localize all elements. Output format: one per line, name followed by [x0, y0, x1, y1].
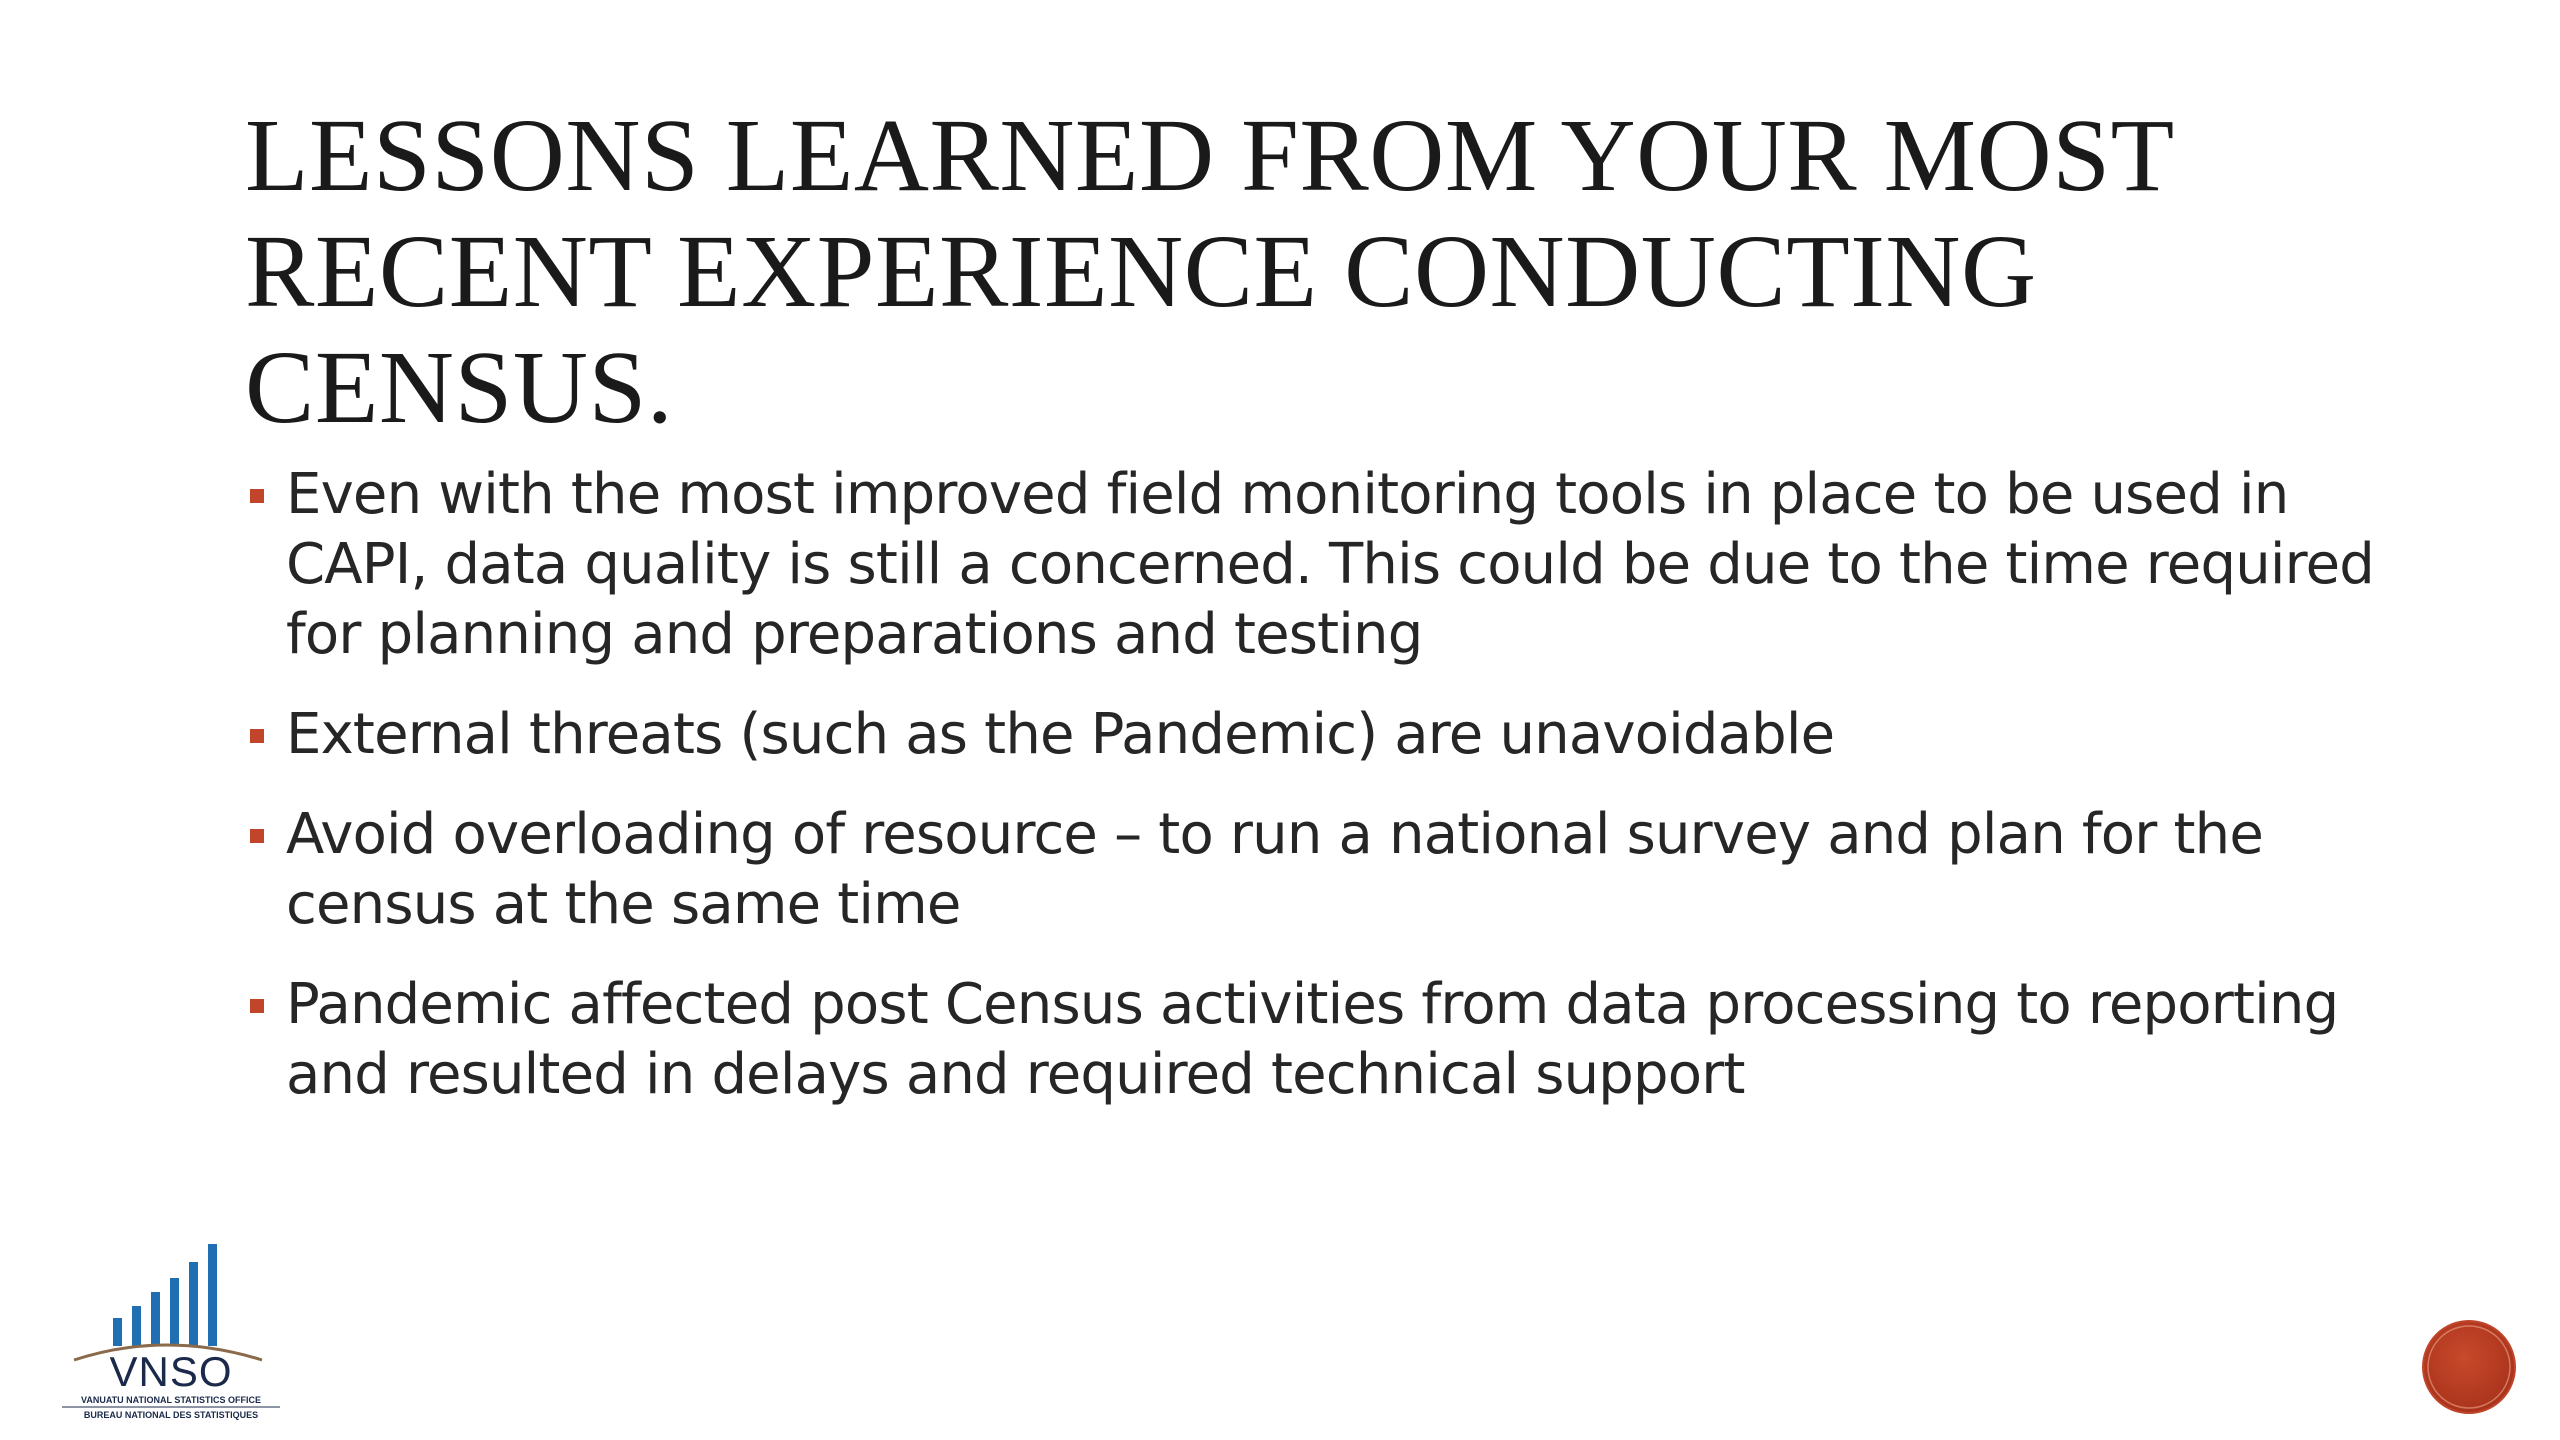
bullet-text: Pandemic affected post Census activities from data processing to reporting and resulted in delays and required technical support: [286, 972, 2339, 1107]
bullet-item: [245, 460, 2375, 670]
slide-title: LESSONS LEARNED FROM YOUR MOST RECENT EXPERIENCE CONDUCTING CENSUS.: [245, 98, 2173, 445]
logo-subtitle-2: BUREAU NATIONAL DES STATISTIQUES: [83, 1410, 259, 1420]
bullet-list: [245, 460, 2375, 1140]
bullet-item: [245, 800, 2375, 940]
logo-bar-icon: [170, 1278, 179, 1346]
logo-bar-icon: [208, 1244, 217, 1346]
bullet-item: [245, 970, 2375, 1110]
bullet-text: Avoid overloading of resource – to run a national survey and plan for the census at the same time: [286, 802, 2263, 937]
vnso-logo: [56, 1232, 286, 1422]
square-bullet-icon: [250, 829, 264, 843]
square-bullet-icon: [250, 489, 264, 503]
logo-subtitle-1: VANUATU NATIONAL STATISTICS OFFICE: [81, 1395, 261, 1405]
logo-bar-icon: [113, 1318, 122, 1346]
bullet-item: [245, 700, 2375, 770]
logo-name: VNSO: [109, 1348, 233, 1395]
bullet-text: External threats (such as the Pandemic) are unavoidable: [286, 702, 1835, 767]
logo-bar-icon: [189, 1262, 198, 1346]
square-bullet-icon: [250, 729, 264, 743]
circle-page-icon: [2420, 1318, 2518, 1416]
logo-bar-icon: [151, 1292, 160, 1346]
logo-bar-icon: [132, 1306, 141, 1346]
square-bullet-icon: [250, 999, 264, 1013]
bullet-text: Even with the most improved field monitoring tools in place to be used in CAPI, data quality is still a concerned. This could be due to the time required for planning and preparations and testing: [286, 462, 2375, 667]
